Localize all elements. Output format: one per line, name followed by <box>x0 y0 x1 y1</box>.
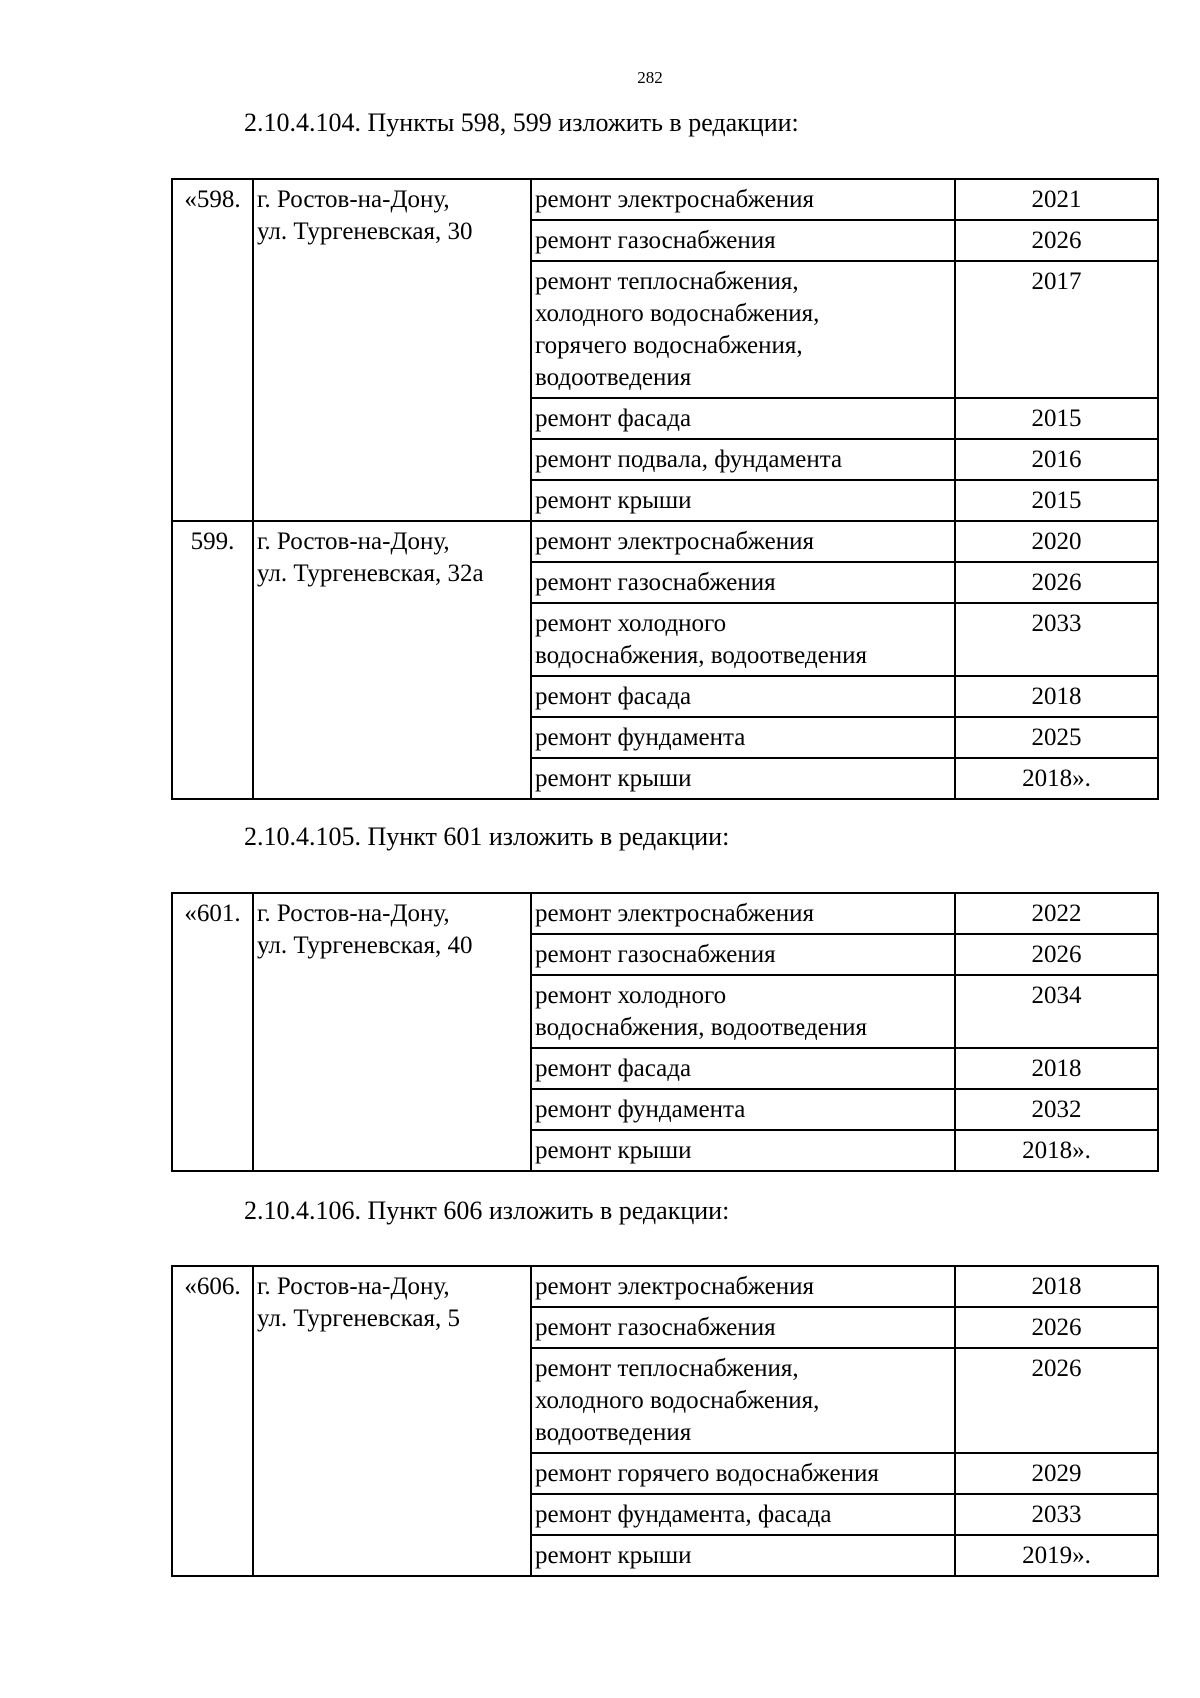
page-number: 282 <box>637 68 663 87</box>
work-type-line: ремонт электроснабжения <box>535 528 814 555</box>
table-row <box>172 521 1158 562</box>
work-type-line: ремонт холодного <box>535 982 727 1009</box>
work-type-cell <box>531 1348 955 1453</box>
address-line: г. Ростов-на-Дону, <box>257 186 450 213</box>
work-type-line: холодного водоснабжения, <box>535 300 820 327</box>
address-cell <box>253 893 531 1171</box>
work-type-cell <box>531 603 955 676</box>
work-type-line: водоснабжения, водоотведения <box>535 1014 867 1041</box>
work-type-line: холодного водоснабжения, <box>535 1387 820 1414</box>
work-type-cell <box>531 1535 955 1576</box>
year-cell: 2025 <box>955 717 1158 758</box>
repair-table <box>171 178 1159 800</box>
address-line: ул. Тургеневская, 32а <box>257 560 484 587</box>
item-number: «601. <box>172 893 253 1171</box>
work-type-line: ремонт фасада <box>535 405 692 432</box>
section-heading: 2.10.4.106. Пункт 606 изложить в редакции: <box>244 1196 730 1225</box>
year-cell: 2026 <box>955 1307 1158 1348</box>
year-cell: 2017 <box>955 261 1158 398</box>
work-type-line: ремонт фундамента <box>535 1096 746 1123</box>
address-line: ул. Тургеневская, 30 <box>257 218 473 245</box>
work-type-line: водоотведения <box>535 1419 692 1446</box>
work-type-line: ремонт подвала, фундамента <box>535 446 843 473</box>
year-cell: 2019». <box>955 1535 1158 1576</box>
work-type-cell <box>531 893 955 934</box>
work-type-cell <box>531 562 955 603</box>
year-cell: 2018 <box>955 676 1158 717</box>
repair-table <box>171 892 1159 1172</box>
work-type-line: ремонт крыши <box>535 1542 692 1569</box>
year-cell: 2018». <box>955 758 1158 799</box>
work-type-cell <box>531 717 955 758</box>
table-row <box>172 179 1158 220</box>
work-type-cell <box>531 758 955 799</box>
year-cell: 2020 <box>955 521 1158 562</box>
work-type-line: ремонт теплоснабжения, <box>535 1355 799 1382</box>
address-line: ул. Тургеневская, 40 <box>257 932 473 959</box>
year-cell: 2018 <box>955 1048 1158 1089</box>
year-cell: 2016 <box>955 439 1158 480</box>
work-type-cell <box>531 1048 955 1089</box>
work-type-line: ремонт фасада <box>535 683 692 710</box>
work-type-line: ремонт крыши <box>535 1137 692 1164</box>
section-heading: 2.10.4.104. Пункты 598, 599 изложить в редакции: <box>244 108 799 137</box>
work-type-cell <box>531 975 955 1048</box>
year-cell: 2026 <box>955 1348 1158 1453</box>
work-type-line: ремонт холодного <box>535 610 727 637</box>
address-cell <box>253 179 531 521</box>
item-number: 599. <box>172 521 253 799</box>
year-cell: 2026 <box>955 934 1158 975</box>
work-type-line: ремонт фасада <box>535 1055 692 1082</box>
address-line: г. Ростов-на-Дону, <box>257 1273 450 1300</box>
work-type-line: водоснабжения, водоотведения <box>535 642 867 669</box>
table-row <box>172 1266 1158 1307</box>
year-cell: 2033 <box>955 603 1158 676</box>
work-type-cell <box>531 1130 955 1171</box>
work-type-cell <box>531 1089 955 1130</box>
work-type-cell <box>531 398 955 439</box>
work-type-cell <box>531 439 955 480</box>
work-type-cell <box>531 1266 955 1307</box>
work-type-cell <box>531 521 955 562</box>
year-cell: 2021 <box>955 179 1158 220</box>
year-cell: 2029 <box>955 1453 1158 1494</box>
year-cell: 2022 <box>955 893 1158 934</box>
year-cell: 2026 <box>955 220 1158 261</box>
work-type-cell <box>531 1307 955 1348</box>
work-type-line: ремонт электроснабжения <box>535 900 814 927</box>
work-type-line: ремонт электроснабжения <box>535 186 814 213</box>
year-cell: 2026 <box>955 562 1158 603</box>
work-type-line: ремонт горячего водоснабжения <box>535 1460 879 1487</box>
work-type-cell <box>531 261 955 398</box>
work-type-cell <box>531 179 955 220</box>
work-type-cell <box>531 480 955 521</box>
work-type-line: ремонт теплоснабжения, <box>535 268 799 295</box>
address-cell <box>253 521 531 799</box>
year-cell: 2018 <box>955 1266 1158 1307</box>
work-type-line: ремонт газоснабжения <box>535 569 776 596</box>
work-type-line: ремонт газоснабжения <box>535 227 776 254</box>
address-cell <box>253 1266 531 1576</box>
work-type-cell <box>531 220 955 261</box>
work-type-cell <box>531 676 955 717</box>
repair-table <box>171 1265 1159 1577</box>
address-line: г. Ростов-на-Дону, <box>257 528 450 555</box>
year-cell: 2033 <box>955 1494 1158 1535</box>
work-type-line: ремонт крыши <box>535 487 692 514</box>
item-number: «606. <box>172 1266 253 1576</box>
year-cell: 2015 <box>955 398 1158 439</box>
address-line: г. Ростов-на-Дону, <box>257 900 450 927</box>
work-type-line: ремонт газоснабжения <box>535 941 776 968</box>
work-type-line: ремонт крыши <box>535 765 692 792</box>
year-cell: 2015 <box>955 480 1158 521</box>
address-line: ул. Тургеневская, 5 <box>257 1305 461 1332</box>
work-type-line: водоотведения <box>535 364 692 391</box>
table-row <box>172 893 1158 934</box>
work-type-cell <box>531 934 955 975</box>
section-heading: 2.10.4.105. Пункт 601 изложить в редакции: <box>244 822 730 851</box>
year-cell: 2018». <box>955 1130 1158 1171</box>
work-type-line: ремонт фундамента, фасада <box>535 1501 832 1528</box>
work-type-cell <box>531 1494 955 1535</box>
item-number: «598. <box>172 179 253 521</box>
work-type-cell <box>531 1453 955 1494</box>
work-type-line: горячего водоснабжения, <box>535 332 803 359</box>
year-cell: 2034 <box>955 975 1158 1048</box>
work-type-line: ремонт газоснабжения <box>535 1314 776 1341</box>
work-type-line: ремонт фундамента <box>535 724 746 751</box>
year-cell: 2032 <box>955 1089 1158 1130</box>
work-type-line: ремонт электроснабжения <box>535 1273 814 1300</box>
